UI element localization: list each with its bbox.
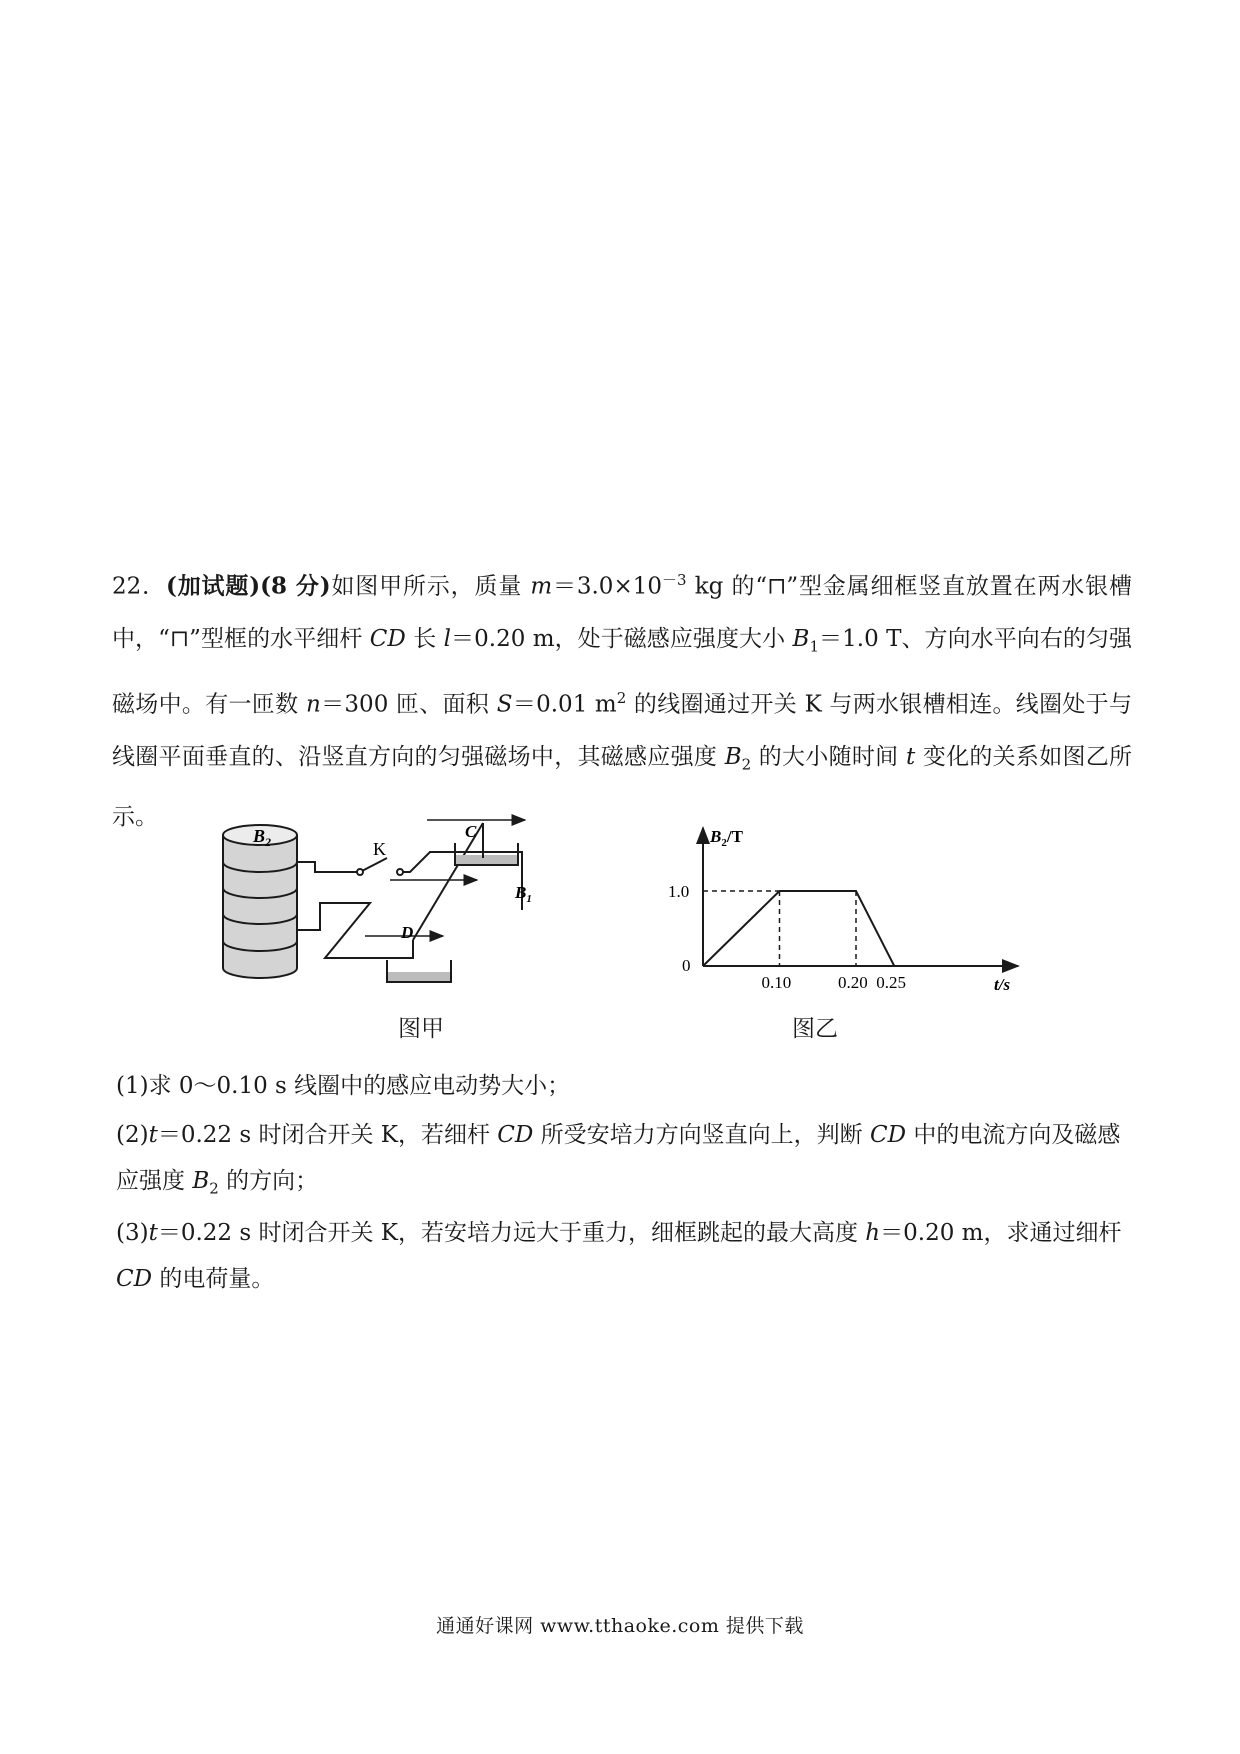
- problem-text: 变化的关系如图乙所示。: [112, 743, 1133, 830]
- y-axis-label: $B_2/T$: [710, 827, 743, 849]
- coil: [223, 825, 297, 978]
- switch-contact: [397, 869, 403, 875]
- question-text: 所受安培力方向竖直向上，判断: [533, 1122, 870, 1148]
- question-text: ＝0.22 s 时闭合开关 K，若安培力远大于重力，细框跳起的最大高度: [157, 1220, 866, 1246]
- frame-symbol: ⊓: [767, 573, 787, 600]
- var-l: l: [443, 625, 451, 652]
- question-text: (1)求 0～0.10 s 线圈中的感应电动势大小；: [116, 1073, 571, 1099]
- question-2: [116, 1112, 1132, 1212]
- footer-source: 通通好课网 www.tthaoke.com 提供下载: [436, 1615, 804, 1637]
- subscript: 2: [741, 755, 752, 774]
- figure-b-graph: [660, 818, 1040, 998]
- problem-text: ＝1.0 T、方向水平向右的匀强磁场中。有一匝数: [112, 625, 1133, 718]
- question-text: 的方向；: [218, 1168, 319, 1194]
- label-b1: $B_1$: [515, 883, 532, 905]
- var-S: S: [496, 691, 513, 718]
- subscript: 1: [809, 637, 819, 656]
- label-c: C: [465, 822, 477, 841]
- var-n: n: [306, 691, 321, 718]
- problem-text: 如图甲所示，质量: [330, 573, 531, 600]
- problem-statement: [112, 554, 1132, 843]
- x-tick-label: 0.20: [838, 973, 868, 992]
- figure-b-caption: 图乙: [792, 1016, 838, 1042]
- guide-lines: [703, 891, 856, 966]
- subscript: 2: [209, 1179, 219, 1198]
- var-t: t: [905, 743, 916, 770]
- x-axis-label: t/s: [994, 975, 1011, 994]
- var-h: h: [865, 1220, 881, 1246]
- question-text: 中的电流方向及磁感应强度: [116, 1122, 1121, 1194]
- problem-text: ＝300 匝、面积: [320, 691, 497, 718]
- origin-label: 0: [682, 956, 691, 975]
- problem-tag: (加试题): [165, 572, 261, 600]
- var-m: m: [530, 573, 553, 600]
- var-t: t: [148, 1122, 158, 1148]
- var-B2: B: [192, 1168, 210, 1194]
- superscript: 2: [616, 689, 627, 708]
- question-text: ＝0.20 m，求通过细杆: [880, 1220, 1122, 1246]
- problem-text: ＝0.20 m，处于磁感应强度大小: [451, 625, 793, 652]
- problem-text: ”型金属细框竖直放置在两水银槽中，“: [112, 573, 1132, 652]
- series-line: [703, 891, 894, 966]
- field-arrows-b1: [365, 820, 525, 936]
- question-1: [116, 1063, 1132, 1109]
- problem-text: 的大小随时间: [751, 743, 906, 770]
- var-B1: B: [792, 625, 810, 652]
- var-CD: CD: [369, 625, 406, 652]
- var-CD: CD: [497, 1122, 534, 1148]
- question-text: 的电荷量。: [152, 1266, 275, 1292]
- frame-symbol: ⊓: [169, 625, 190, 652]
- figure-a-caption: 图甲: [398, 1016, 444, 1042]
- problem-text: 长: [405, 625, 444, 652]
- x-tick-label: 0.10: [761, 973, 792, 992]
- label-d: D: [401, 923, 414, 942]
- question-text: (3): [116, 1220, 149, 1246]
- question-3: [116, 1210, 1132, 1302]
- switch-label: K: [373, 839, 386, 859]
- question-text: ＝0.22 s 时闭合开关 K，若细杆: [157, 1122, 498, 1148]
- exponent: －3: [661, 571, 687, 589]
- y-tick-label: 1.0: [668, 882, 690, 901]
- x-tick-labels: [762, 973, 907, 992]
- mercury-c: [456, 855, 517, 864]
- x-tick-label: 0.25: [876, 973, 906, 992]
- var-t: t: [148, 1220, 158, 1246]
- var-B2: B: [724, 743, 742, 770]
- figure-a-diagram: [215, 810, 595, 990]
- problem-text: ＝3.0×10: [552, 573, 662, 600]
- problem-text: kg 的“: [686, 573, 768, 600]
- coil-label: $B_2$: [253, 826, 272, 849]
- problem-number: 22．: [112, 573, 166, 600]
- problem-text: ”型框的水平细杆: [189, 625, 370, 652]
- var-CD: CD: [116, 1266, 153, 1292]
- problem-text: ＝0.01 m: [512, 691, 617, 718]
- question-text: (2): [116, 1122, 149, 1148]
- problem-points: (8 分): [260, 572, 331, 600]
- switch-contact: [357, 869, 363, 875]
- mercury-d: [388, 972, 450, 981]
- var-CD: CD: [869, 1122, 907, 1148]
- problem-text: 的线圈通过开关 K 与两水银槽相连。线圈处于与线圈平面垂直的、沿竖直方向的匀强磁场中，其磁感应强度: [112, 691, 1132, 770]
